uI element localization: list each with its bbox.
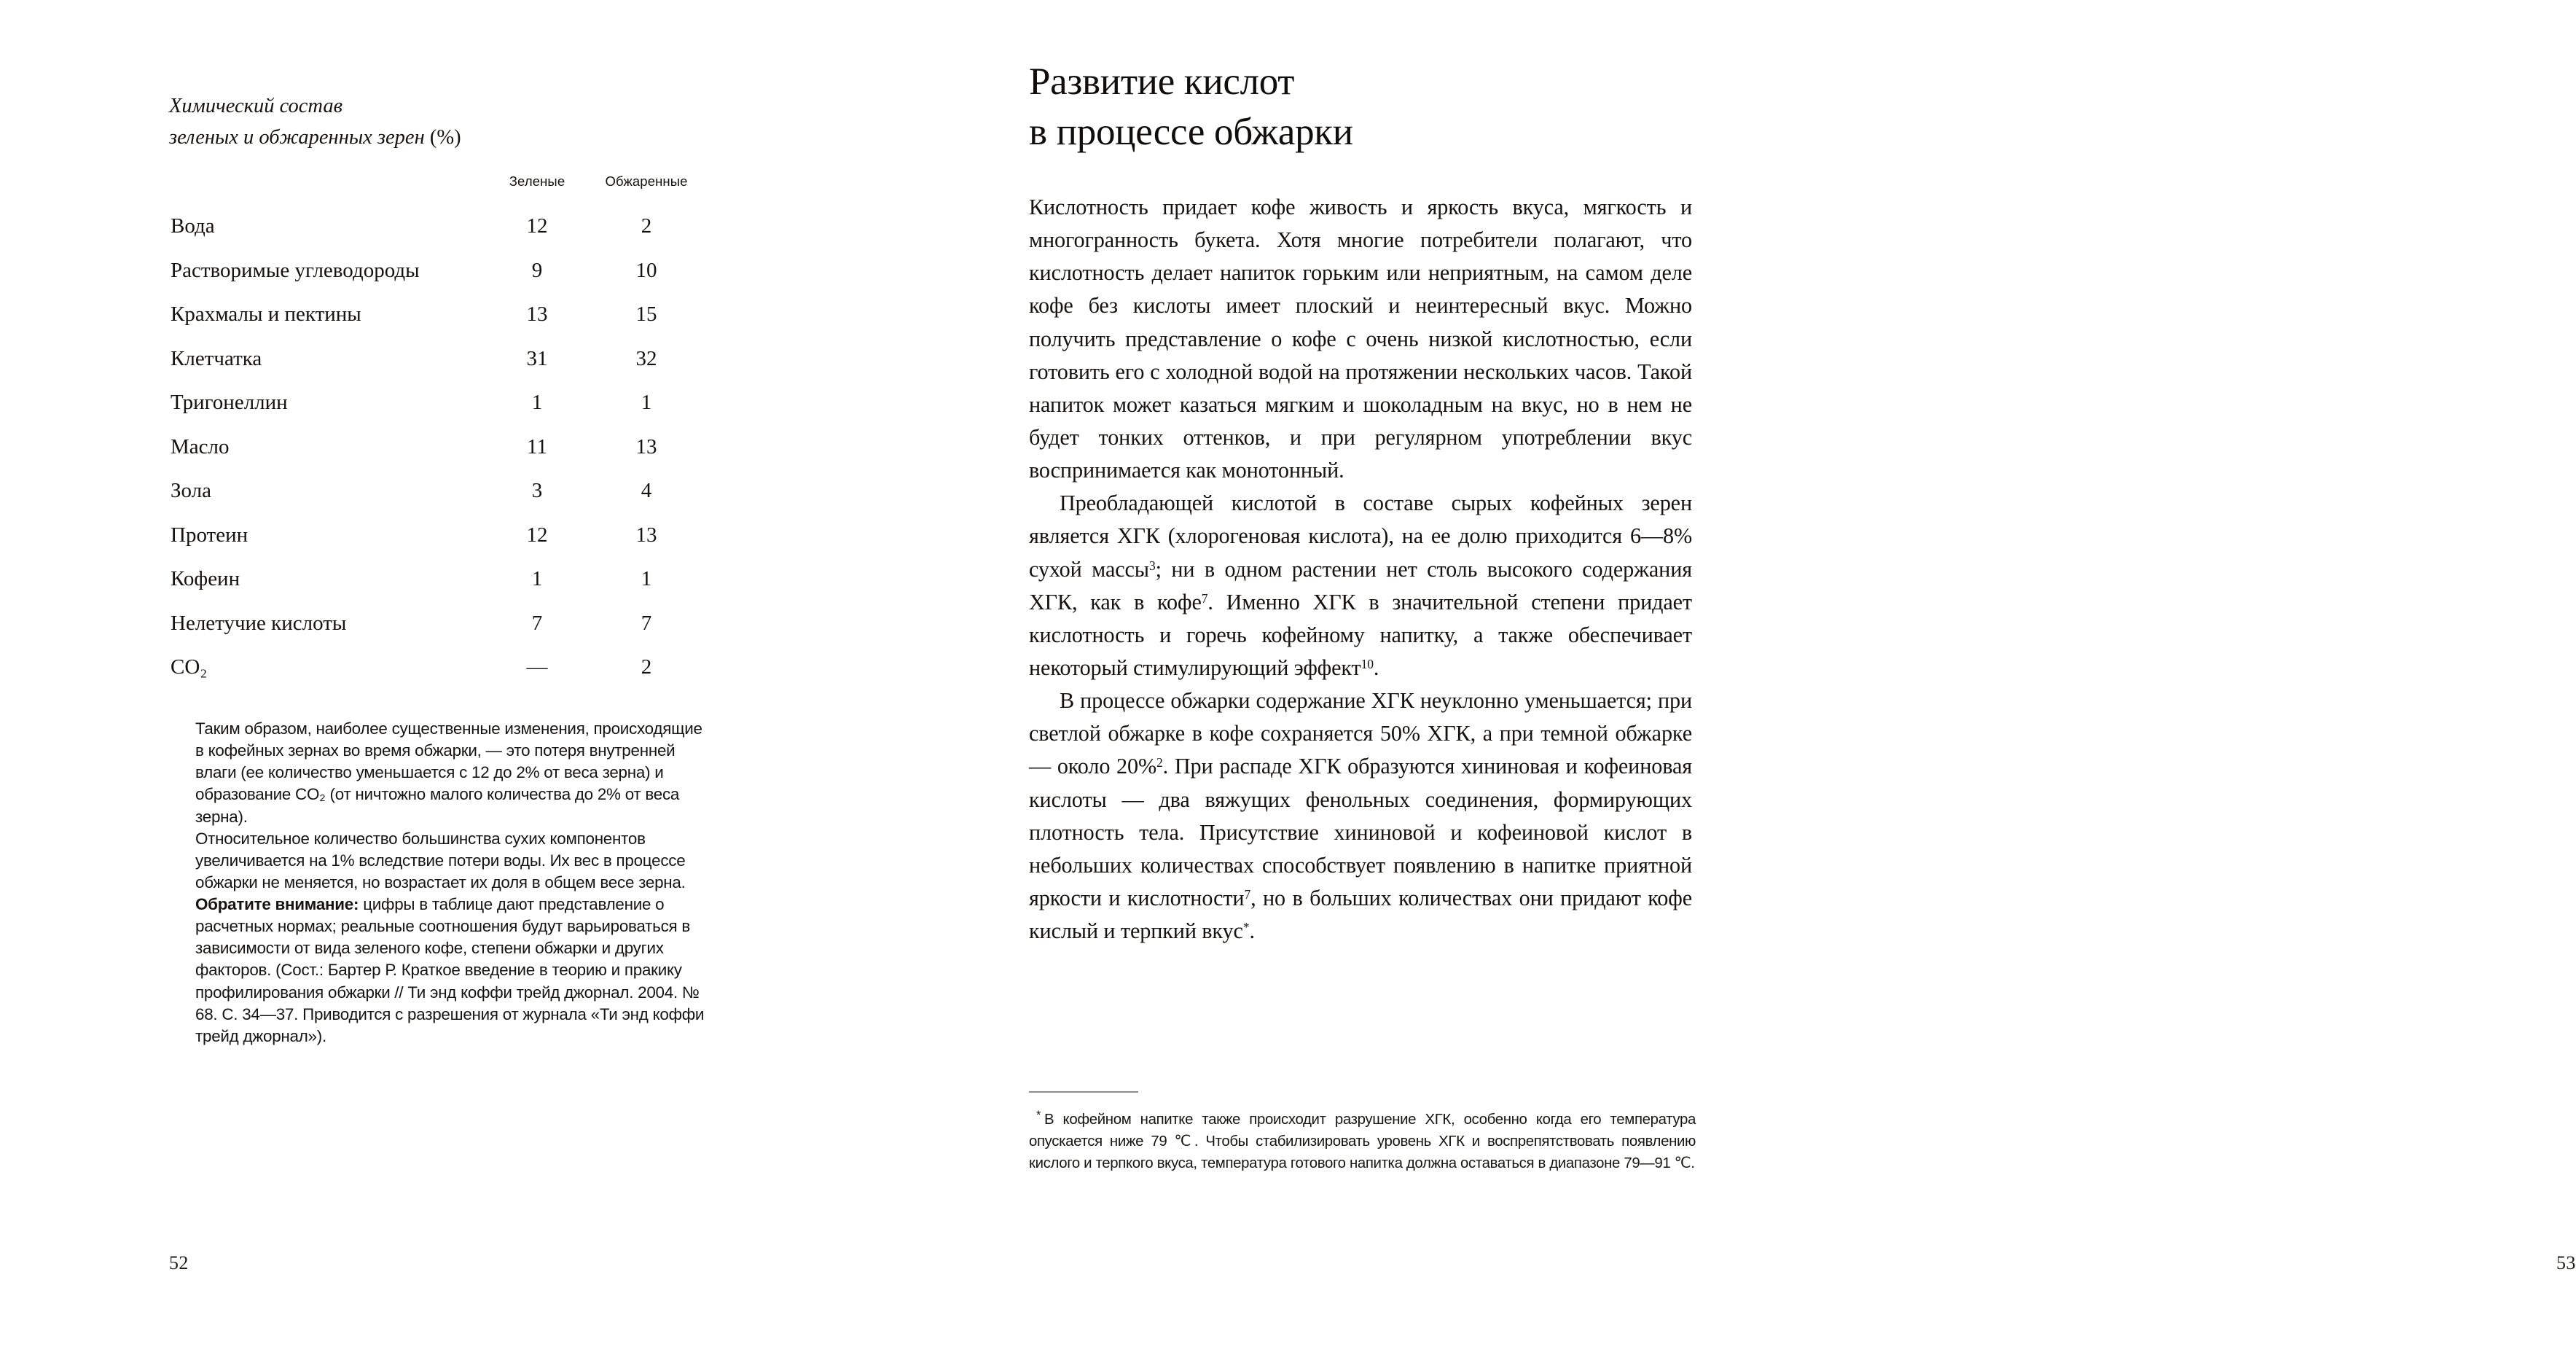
row-value-roasted: 32 bbox=[635, 346, 657, 370]
row-label: Растворимые углеводороды bbox=[171, 258, 420, 282]
footnote-ref-asterisk: * bbox=[1242, 920, 1250, 934]
row-value-roasted: 1 bbox=[641, 391, 652, 414]
table-row bbox=[169, 513, 701, 558]
body-paragraph-1: Кислотность придает кофе живость и яркость вкуса, мягкость и многогранность букета. Хотя многие потребители полагают, что кислотность делает напиток горьким или неприятным, на самом деле кофе без кислоты имеет плоский и неинтересный вкус. Можно получить представление о кофе с очень низкой кислотностью, если готовить его с холодной водой на протяжении нескольких часов. Такой напиток может казаться мягким и шоколадным на вкус, но в нем не будет тонких оттенков, и при регулярном употреблении вкус воспринимается как монотонный. bbox=[1029, 195, 1692, 483]
row-value-green: 13 bbox=[526, 303, 548, 326]
row-value-green: 12 bbox=[526, 523, 548, 547]
table-caption-unit: (%) bbox=[424, 126, 461, 149]
row-value-green: 31 bbox=[526, 346, 548, 370]
row-value-roasted: 15 bbox=[635, 303, 657, 326]
table-row bbox=[169, 469, 701, 513]
body-paragraph-3 bbox=[1029, 684, 1692, 948]
footnote-ref-3: 3 bbox=[1148, 558, 1156, 573]
row-label: Нелетучие кислоты bbox=[171, 611, 347, 635]
row-value-green: 9 bbox=[531, 258, 543, 282]
table-row bbox=[169, 645, 701, 690]
column-header-roasted: Обжаренные bbox=[605, 173, 688, 189]
footnote-ref-10: 10 bbox=[1361, 656, 1374, 671]
p3-part-c: , но в больших количествах они придают кофе кислый и терпкий вкус bbox=[1029, 885, 1692, 944]
row-value-green: 11 bbox=[527, 434, 547, 458]
table-row bbox=[169, 380, 701, 425]
row-value-green: 7 bbox=[531, 611, 543, 635]
p2-part-c: . Именно ХГК в значительной степени придает кислотность и горечь кофейному напитку, а также обеспечивает некоторый стимулирующий эффект bbox=[1029, 589, 1692, 680]
body-text bbox=[1029, 191, 1692, 948]
table-row bbox=[169, 249, 701, 293]
page-number-left: 52 bbox=[169, 1252, 189, 1273]
composition-table bbox=[169, 173, 701, 690]
body-paragraph-2 bbox=[1029, 487, 1692, 684]
row-value-roasted: 2 bbox=[641, 214, 652, 238]
row-label: Крахмалы и пектины bbox=[171, 303, 361, 326]
row-value-roasted: 1 bbox=[641, 567, 652, 590]
column-header-green: Зеленые bbox=[509, 173, 565, 189]
note-paragraph-3 bbox=[195, 894, 705, 1047]
footnote-ref-7: 7 bbox=[1201, 590, 1208, 606]
footnote-ref-2: 2 bbox=[1156, 755, 1163, 770]
row-label: Вода bbox=[171, 214, 215, 238]
note-paragraph-1: Таким образом, наиболее существенные изменения, происходящие в кофейных зернах во время обжарки, — это потеря внутренней влаги (ее количество уменьшается с 12 до 2% от веса зерна) и образование CO₂ (от ничтожно малого количества до 2% от веса зерна). bbox=[195, 719, 702, 826]
p3-part-b: . При распаде ХГК образуются хининовая и кофеиновая кислоты — два вяжущих фенольных соединения, формирующих плотность тела. Присутствие хининовой и кофеиновой кислот в небольших количествах способствует появлению в напитке приятной яркости и кислотности bbox=[1029, 754, 1692, 910]
row-value-roasted: 4 bbox=[641, 479, 652, 502]
p3-part-d: . bbox=[1249, 918, 1255, 944]
table-caption-line1: Химический состав bbox=[169, 95, 342, 117]
footnote-divider bbox=[1029, 1091, 1138, 1093]
p2-part-a: Преобладающей кислотой в составе сырых кофейных зерен является ХГК (хлорогеновая кислота), на ее долю приходится 6—8% сухой массы bbox=[1029, 491, 1692, 582]
table-row bbox=[169, 292, 701, 337]
page-number-right: 53 bbox=[2556, 1252, 2576, 1273]
footnote-ref-7b: 7 bbox=[1244, 886, 1251, 902]
table-row bbox=[169, 204, 701, 249]
p3-part-a: В процессе обжарки содержание ХГК неуклонно уменьшается; при светлой обжарке в кофе сохраняется 50% ХГК, а при темной обжарке — около 20% bbox=[1029, 688, 1692, 779]
left-page bbox=[0, 0, 911, 1366]
row-value-green: 12 bbox=[526, 214, 548, 238]
row-value-green: 1 bbox=[531, 391, 543, 414]
page-title-line1: Развитие кислот bbox=[1029, 61, 1295, 103]
row-value-roasted: 13 bbox=[635, 434, 657, 458]
page-title bbox=[1029, 57, 1699, 157]
row-label: CO₂ bbox=[171, 655, 208, 679]
row-label: Клетчатка bbox=[171, 346, 262, 370]
row-label: Тригонеллин bbox=[171, 391, 288, 414]
footnote-block bbox=[1029, 1109, 1696, 1174]
row-value-green: 3 bbox=[531, 479, 543, 502]
table-head bbox=[169, 173, 701, 204]
p2-part-b: ; ни в одном растении нет столь высокого содержания ХГК, как в кофе bbox=[1029, 556, 1692, 614]
row-label: Кофеин bbox=[171, 567, 240, 590]
row-value-roasted: 2 bbox=[641, 655, 652, 679]
page-title-line2: в процессе обжарки bbox=[1029, 110, 1353, 153]
row-label: Зола bbox=[171, 479, 211, 502]
table-row bbox=[169, 337, 701, 381]
table-row bbox=[169, 601, 701, 646]
note-attention-lead: Обратите внимание: bbox=[195, 895, 359, 913]
footnote-text bbox=[1029, 1109, 1696, 1174]
column-header-component bbox=[169, 173, 482, 204]
table-header-row bbox=[169, 173, 701, 204]
table-row bbox=[169, 557, 701, 601]
p2-part-d: . bbox=[1373, 655, 1379, 680]
table-body bbox=[169, 204, 701, 690]
row-label: Масло bbox=[171, 434, 230, 458]
footnote-body: В кофейном напитке также происходит разрушение ХГК, особенно когда его температура опускается ниже 79 ℃. Чтобы стабилизировать уровень ХГК и воспрепятствовать появлению кислого и терпкого вкуса, температура готового напитка должна оставаться в диапазоне 79—91 ℃. bbox=[1029, 1112, 1696, 1171]
table-caption bbox=[169, 90, 723, 154]
table-note bbox=[195, 718, 705, 1047]
row-value-roasted: 13 bbox=[635, 523, 657, 547]
row-value-roasted: 7 bbox=[641, 611, 652, 635]
right-page bbox=[911, 0, 2576, 1366]
row-value-green: 1 bbox=[531, 567, 543, 590]
footnote-marker: * bbox=[1036, 1108, 1041, 1122]
row-value-green: — bbox=[526, 655, 548, 679]
row-label: Протеин bbox=[171, 523, 248, 547]
table-row bbox=[169, 425, 701, 469]
note-attention-rest: цифры в таблице дают представление о расчетных нормах; реальные соотношения будут варьироваться в зависимости от вида зеленого кофе, степени обжарки и других факторов. (Сост.: Бартер Р. Краткое введение в теорию и пракику профилирования обжарки // Ти энд коффи трейд джорнал. 2004. № 68. С. 34—37. Приводится с разрешения от журнала «Ти энд коффи трейд джорнал»). bbox=[195, 895, 705, 1045]
table-caption-line2: зеленых и обжаренных зерен bbox=[169, 126, 425, 149]
row-value-roasted: 10 bbox=[635, 258, 657, 282]
note-paragraph-2: Относительное количество большинства сухих компонентов увеличивается на 1% вследствие потери воды. Их вес в процессе обжарки не меняется, но возрастает их доля в общем весе зерна. bbox=[195, 829, 686, 891]
